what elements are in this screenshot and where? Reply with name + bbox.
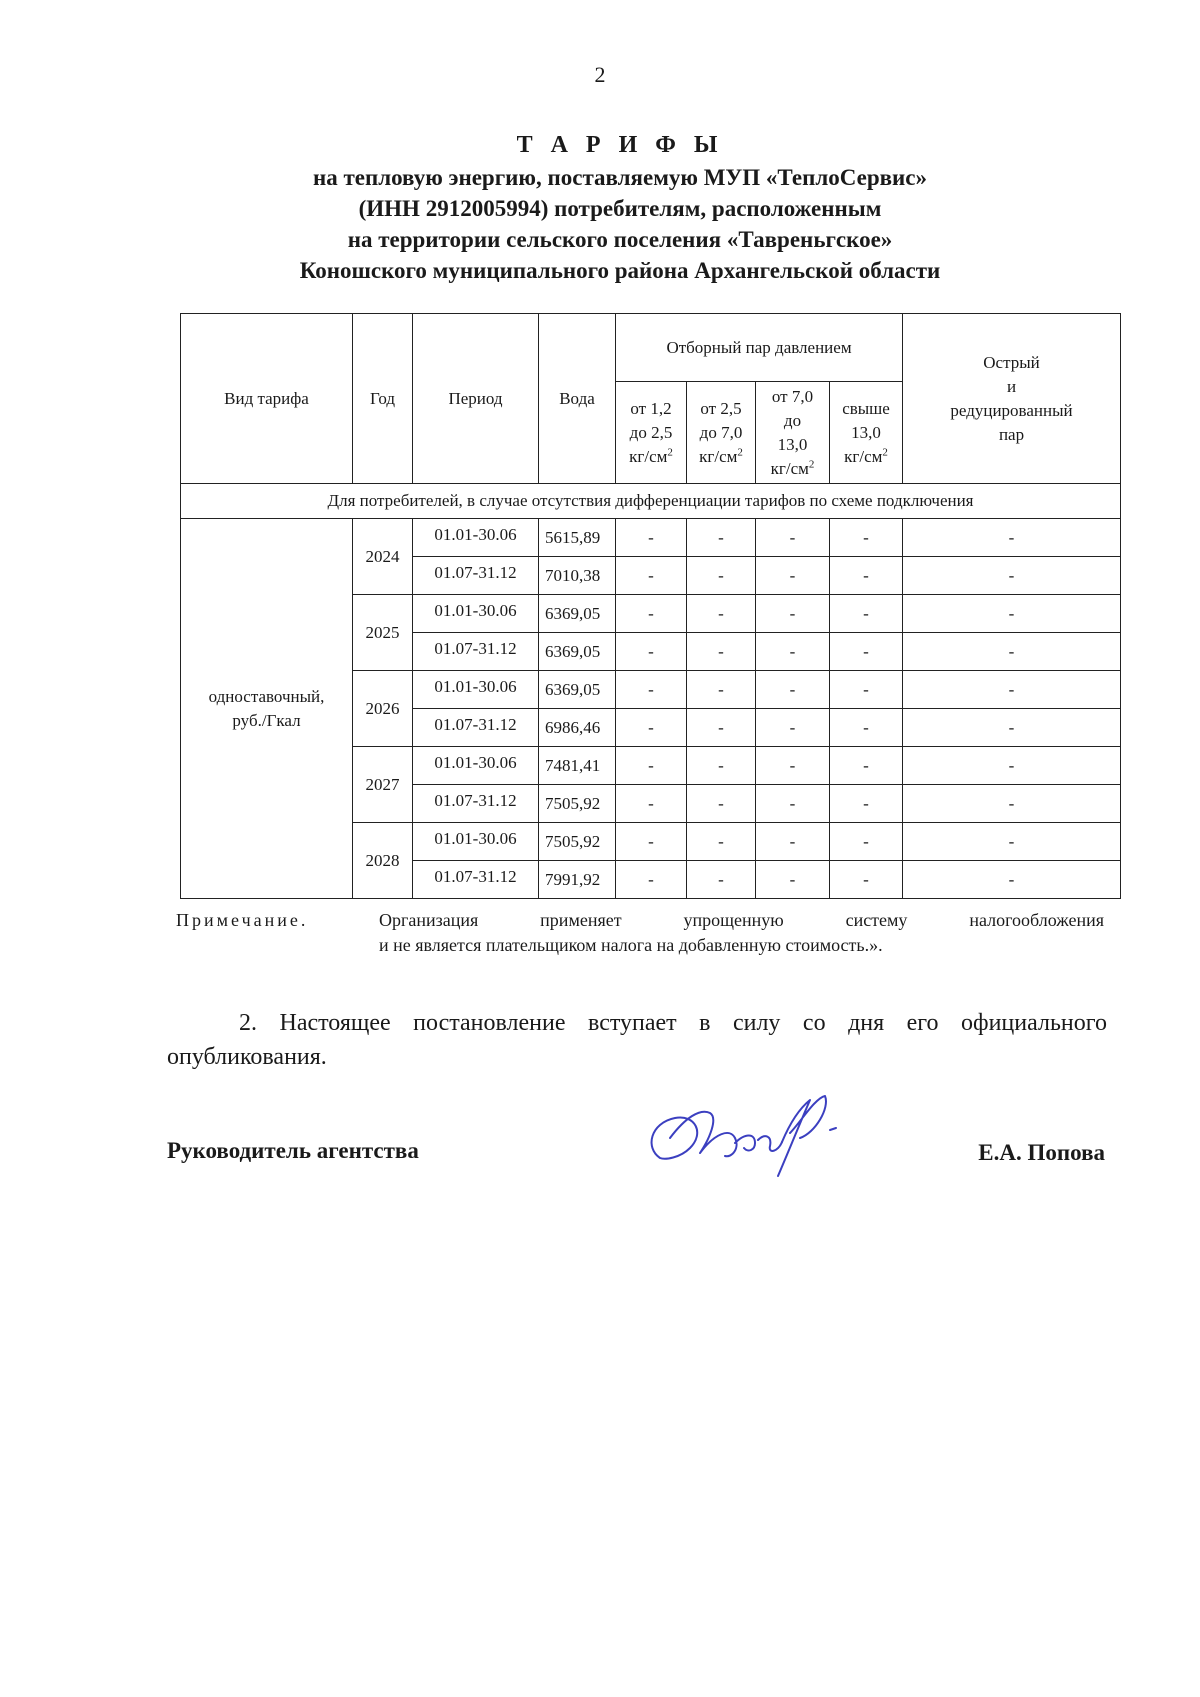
period-cell: 01.07-31.12: [413, 785, 539, 823]
tariff-type-cell: [181, 519, 353, 899]
dash-cell: -: [830, 823, 903, 861]
header-steam-3-mid2: 13,0: [777, 434, 808, 454]
header-steam-group: Отборный пар давлением: [616, 314, 903, 382]
tariff-table: [180, 313, 1121, 899]
note-label: Примечание.: [176, 910, 309, 930]
dash-cell: -: [756, 633, 830, 671]
header-sharp-2: и: [1006, 376, 1017, 396]
dash-cell: -: [830, 785, 903, 823]
tariff-type-line-1: одноставочный,: [208, 686, 325, 706]
dash-cell: -: [903, 709, 1121, 747]
dash-cell: -: [616, 671, 687, 709]
header-steam-1-top: от 1,2: [630, 398, 672, 418]
year-cell: 2026: [353, 671, 413, 747]
dash-cell: -: [616, 557, 687, 595]
dash-cell: -: [687, 595, 756, 633]
dash-cell: -: [756, 823, 830, 861]
period-cell: 01.07-31.12: [413, 861, 539, 899]
dash-cell: -: [616, 861, 687, 899]
header-steam-4-unit-wrap: [832, 445, 900, 469]
water-cell: 7505,92: [539, 823, 616, 861]
water-cell: 7991,92: [539, 861, 616, 899]
dash-cell: -: [687, 747, 756, 785]
dash-cell: -: [903, 557, 1121, 595]
dash-cell: -: [756, 861, 830, 899]
header-steam-3: [756, 382, 830, 484]
dash-cell: -: [616, 747, 687, 785]
unit-superscript: 2: [882, 445, 888, 458]
header-sharp-4: пар: [998, 424, 1025, 444]
paragraph-effective: 2. Настоящее постановление вступает в силу со дня его официального опубликования.: [167, 1010, 1107, 1070]
dash-cell: -: [903, 747, 1121, 785]
header-steam-4: [830, 382, 903, 484]
water-cell: 7010,38: [539, 557, 616, 595]
dash-cell: -: [687, 633, 756, 671]
page-number: 2: [594, 62, 606, 87]
signer-title: Руководитель агентства: [167, 1138, 419, 1163]
tariff-type-line-2: руб./Гкал: [232, 710, 301, 730]
dash-cell: -: [830, 747, 903, 785]
dash-cell: -: [830, 633, 903, 671]
dash-cell: -: [756, 785, 830, 823]
dash-cell: -: [687, 671, 756, 709]
period-cell: 01.01-30.06: [413, 671, 539, 709]
dash-cell: -: [756, 747, 830, 785]
header-water: Вода: [539, 314, 616, 484]
year-cell: 2028: [353, 823, 413, 899]
header-steam-1-unit: кг/см: [629, 446, 668, 466]
title-line-4: Коношского муниципального района Архангельской области: [299, 258, 941, 283]
water-cell: 6986,46: [539, 709, 616, 747]
dash-cell: -: [687, 519, 756, 557]
dash-cell: -: [903, 671, 1121, 709]
period-cell: 01.01-30.06: [413, 595, 539, 633]
header-sharp-1: Острый: [983, 352, 1040, 372]
header-steam-1-mid: до 2,5: [629, 422, 673, 442]
document-title: Т А Р И Ф Ы: [516, 132, 724, 158]
dash-cell: -: [830, 557, 903, 595]
header-sharp-3: редуцированный: [950, 400, 1073, 420]
period-cell: 01.01-30.06: [413, 823, 539, 861]
header-steam-4-unit: кг/см: [844, 446, 883, 466]
unit-superscript: 2: [667, 445, 673, 458]
header-steam-4-top: свыше: [842, 398, 890, 418]
dash-cell: -: [756, 557, 830, 595]
signer-name: Е.А. Попова: [978, 1140, 1105, 1165]
dash-cell: -: [903, 519, 1121, 557]
period-cell: 01.01-30.06: [413, 747, 539, 785]
dash-cell: -: [616, 823, 687, 861]
dash-cell: -: [756, 671, 830, 709]
header-steam-2-top: от 2,5: [700, 398, 742, 418]
water-cell: 7505,92: [539, 785, 616, 823]
dash-cell: -: [903, 823, 1121, 861]
note-line-2: и не является плательщиком налога на добавленную стоимость.».: [379, 935, 883, 955]
period-cell: 01.01-30.06: [413, 519, 539, 557]
dash-cell: -: [616, 519, 687, 557]
title-block: [140, 128, 1100, 286]
period-cell: 01.07-31.12: [413, 557, 539, 595]
dash-cell: -: [616, 785, 687, 823]
dash-cell: -: [830, 671, 903, 709]
header-steam-3-unit-wrap: [758, 457, 827, 481]
title-line-1: на тепловую энергию, поставляемую МУП «ТеплоСервис»: [312, 165, 928, 190]
title-line-2: (ИНН 2912005994) потребителям, расположенным: [358, 196, 882, 221]
header-steam-1: [616, 382, 687, 484]
header-year: Год: [353, 314, 413, 484]
header-period: Период: [413, 314, 539, 484]
dash-cell: -: [903, 861, 1121, 899]
year-cell: 2025: [353, 595, 413, 671]
header-steam-1-unit-wrap: [618, 445, 684, 469]
dash-cell: -: [903, 595, 1121, 633]
dash-cell: -: [687, 823, 756, 861]
header-steam-2-unit: кг/см: [699, 446, 738, 466]
dash-cell: -: [756, 519, 830, 557]
header-steam-2-unit-wrap: [689, 445, 753, 469]
dash-cell: -: [687, 557, 756, 595]
dash-cell: -: [830, 861, 903, 899]
header-steam-2: [687, 382, 756, 484]
unit-superscript: 2: [737, 445, 743, 458]
year-cell: 2024: [353, 519, 413, 595]
header-steam-3-unit: кг/см: [770, 458, 809, 478]
dash-cell: -: [830, 519, 903, 557]
dash-cell: -: [616, 709, 687, 747]
header-steam-3-mid1: до: [783, 410, 802, 430]
header-steam-2-mid: до 7,0: [699, 422, 743, 442]
water-cell: 7481,41: [539, 747, 616, 785]
unit-superscript: 2: [808, 457, 815, 470]
dash-cell: -: [687, 861, 756, 899]
header-sharp-steam: [903, 314, 1121, 484]
table-row: [181, 519, 1121, 557]
title-line-3: на территории сельского поселения «Тавреньгское»: [347, 227, 893, 252]
dash-cell: -: [687, 709, 756, 747]
dash-cell: -: [903, 633, 1121, 671]
signature-image: [640, 1078, 850, 1188]
dash-cell: -: [616, 595, 687, 633]
dash-cell: -: [687, 785, 756, 823]
header-steam-4-mid: 13,0: [851, 422, 881, 442]
group-label: Для потребителей, в случае отсутствия дифференциации тарифов по схеме подключения: [181, 484, 1121, 519]
header-tariff-type: Вид тарифа: [181, 314, 353, 484]
year-cell: 2027: [353, 747, 413, 823]
period-cell: 01.07-31.12: [413, 709, 539, 747]
note-line-1: Организация применяет упрощенную систему налогообложения: [379, 910, 1104, 930]
dash-cell: -: [756, 595, 830, 633]
period-cell: 01.07-31.12: [413, 633, 539, 671]
dash-cell: -: [903, 785, 1121, 823]
dash-cell: -: [616, 633, 687, 671]
water-cell: 6369,05: [539, 595, 616, 633]
dash-cell: -: [756, 709, 830, 747]
water-cell: 6369,05: [539, 671, 616, 709]
water-cell: 5615,89: [539, 519, 616, 557]
header-steam-3-top: от 7,0: [771, 386, 814, 406]
dash-cell: -: [830, 709, 903, 747]
water-cell: 6369,05: [539, 633, 616, 671]
dash-cell: -: [830, 595, 903, 633]
